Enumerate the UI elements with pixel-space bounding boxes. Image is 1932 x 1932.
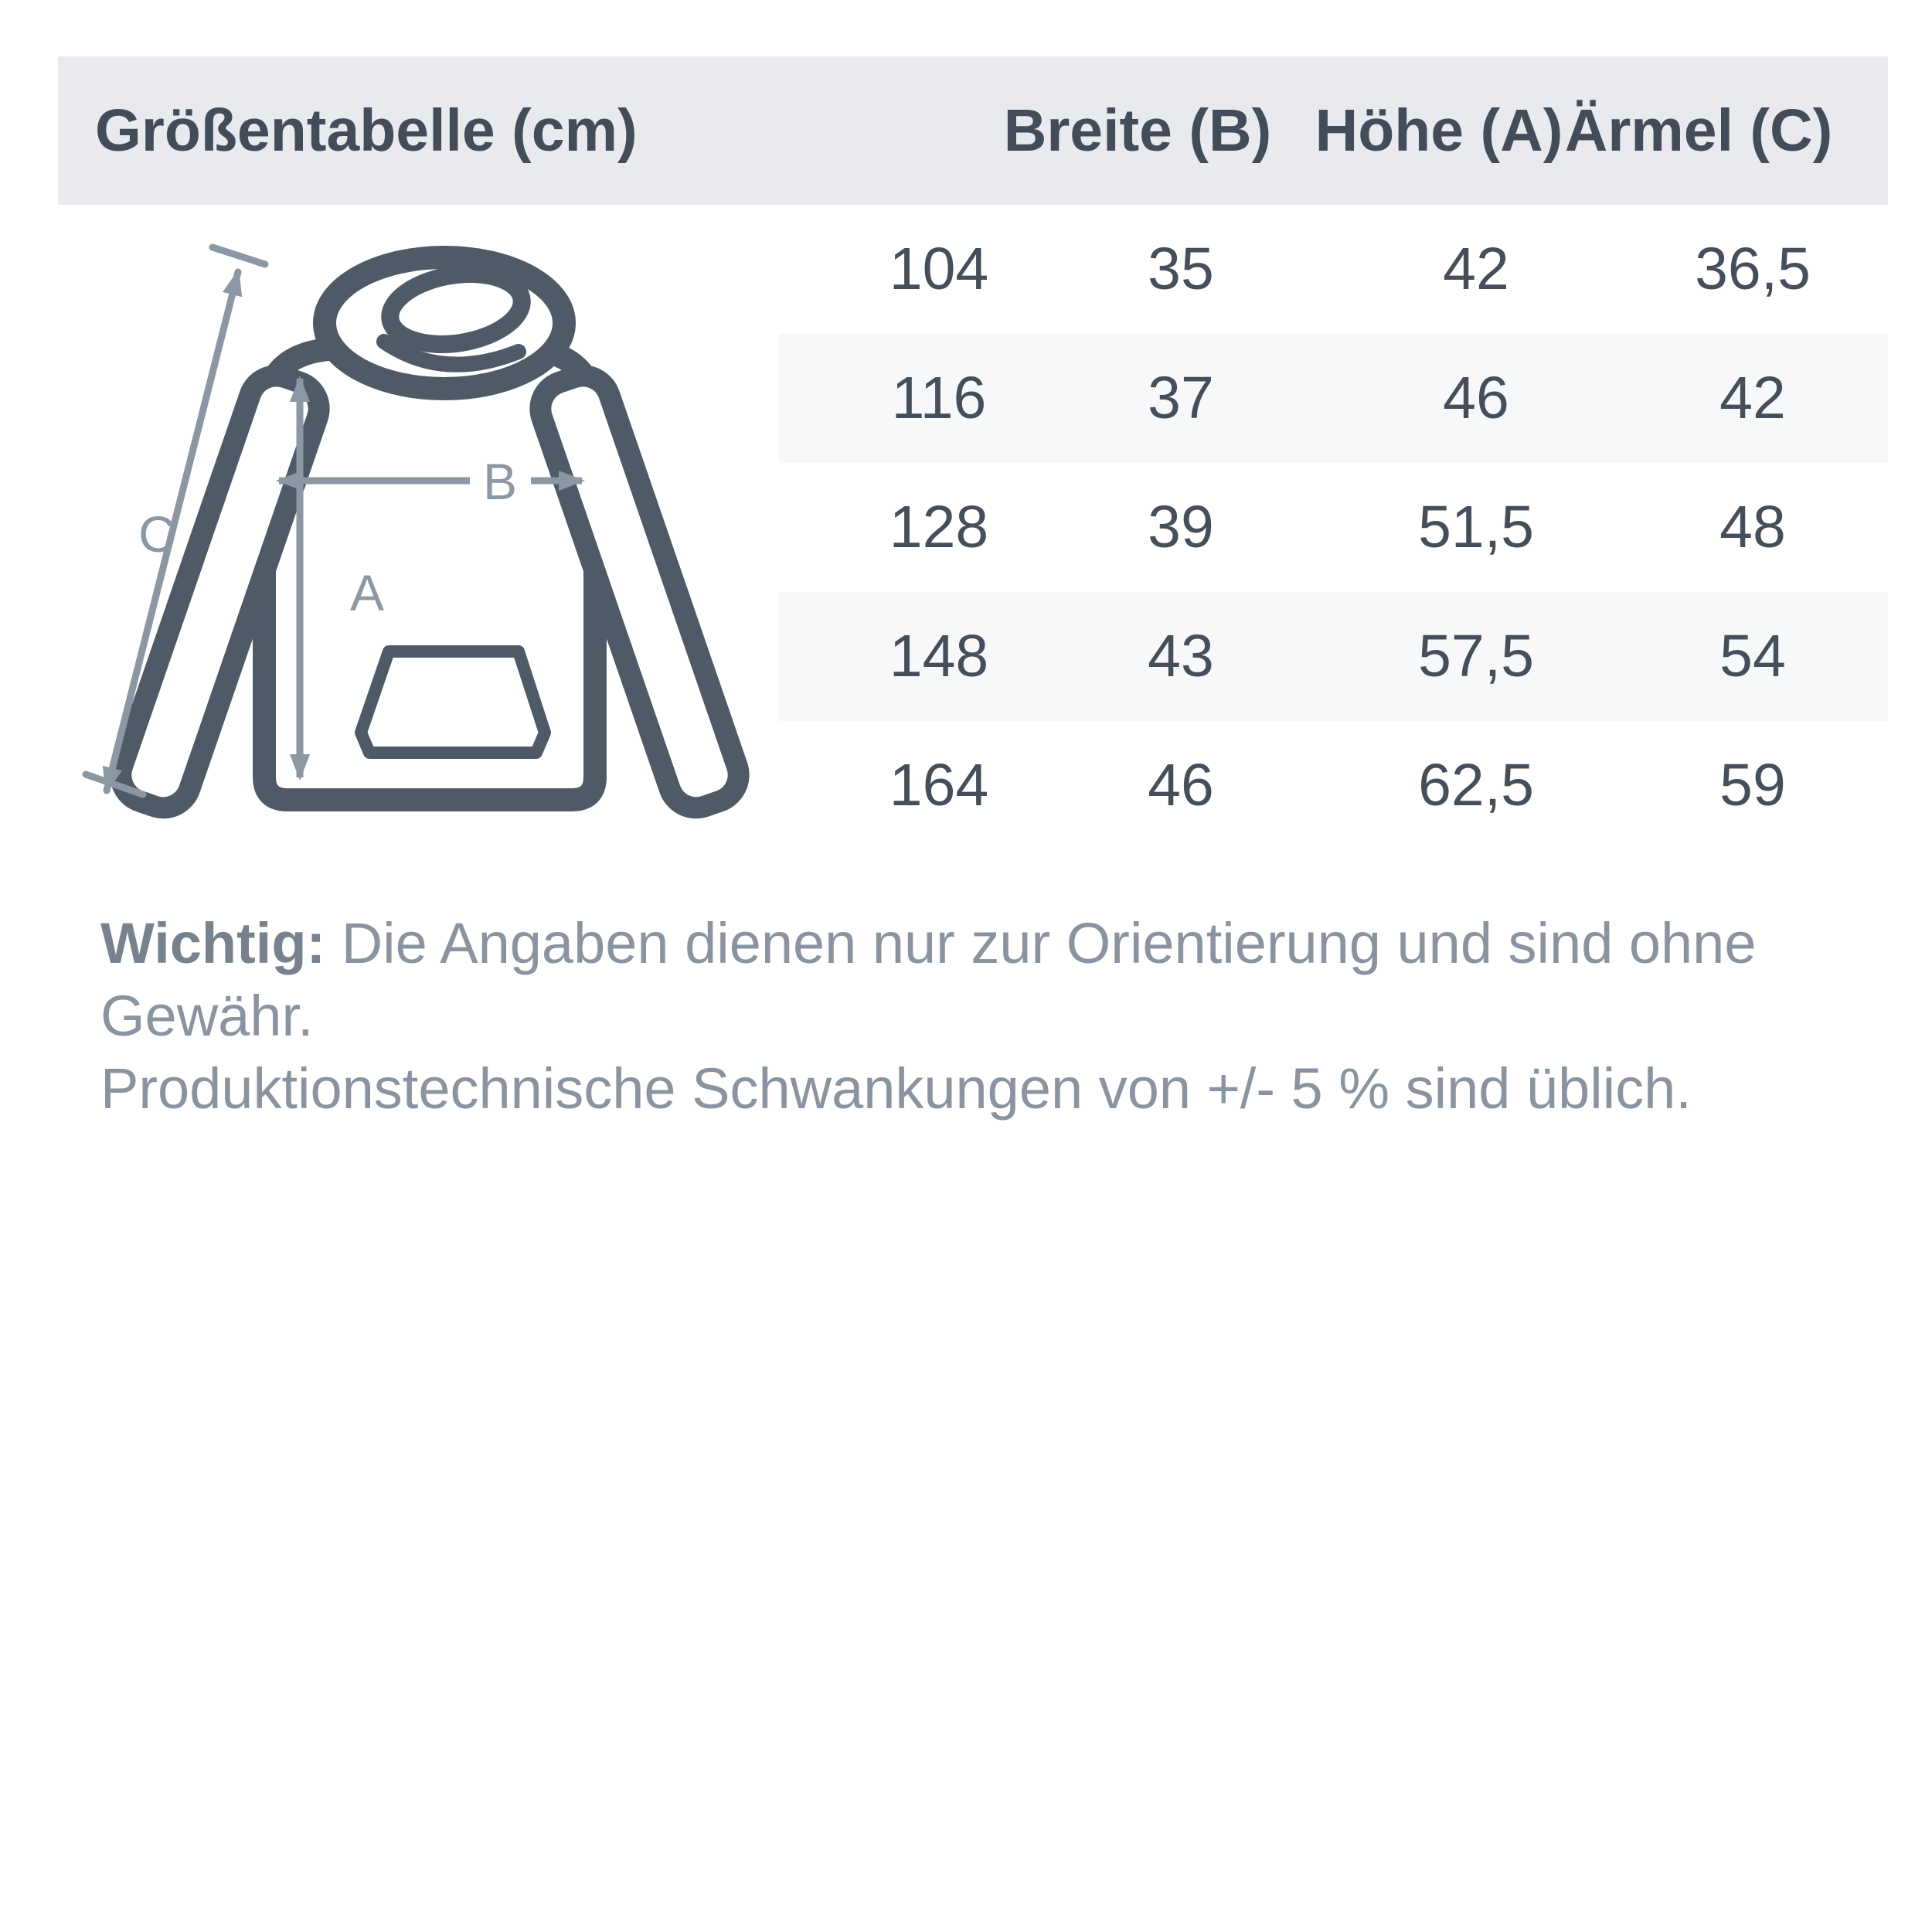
hoodie-hood xyxy=(325,257,564,389)
breite-cell: 46 xyxy=(1148,752,1214,818)
hoehe-cell: 46 xyxy=(1443,365,1509,431)
table-header-bar xyxy=(58,56,1888,205)
table-row xyxy=(779,463,1888,592)
column-header-breite: Breite (B) xyxy=(1003,97,1272,164)
hoehe-cell: 57,5 xyxy=(1418,623,1534,689)
hoehe-cell: 62,5 xyxy=(1418,752,1534,818)
breite-cell: 35 xyxy=(1148,236,1214,302)
table-row xyxy=(779,592,1888,721)
disclaimer-note xyxy=(100,907,1901,1125)
aermel-cell: 42 xyxy=(1719,365,1786,431)
table-row xyxy=(779,334,1888,463)
aermel-cell: 59 xyxy=(1719,752,1786,818)
size-cell: 164 xyxy=(889,752,989,818)
hoodie-pocket xyxy=(361,651,545,753)
size-cell: 104 xyxy=(889,236,989,302)
size-cell: 128 xyxy=(889,494,989,560)
hoodie-measurement-diagram xyxy=(58,224,784,850)
hoehe-cell: 42 xyxy=(1443,236,1509,302)
table-row xyxy=(779,205,1888,334)
disclaimer-important-label: Wichtig: xyxy=(100,911,326,975)
measure-label-a: A xyxy=(349,564,385,621)
disclaimer-line1: Die Angaben dienen nur zur Orientierung und sind ohne Gewähr. xyxy=(100,911,1757,1048)
size-cell: 148 xyxy=(889,623,989,689)
size-cell: 116 xyxy=(891,365,987,431)
table-row xyxy=(779,721,1888,850)
breite-cell: 43 xyxy=(1148,623,1214,689)
aermel-cell: 48 xyxy=(1719,494,1786,560)
page-title: Größentabelle (cm) xyxy=(95,97,638,164)
disclaimer-line2: Produktionstechnische Schwankungen von +/- 5 % sind üblich. xyxy=(100,1056,1692,1121)
breite-cell: 39 xyxy=(1148,494,1214,560)
aermel-cell: 54 xyxy=(1719,623,1786,689)
breite-cell: 37 xyxy=(1148,365,1214,431)
measure-label-b: B xyxy=(482,453,518,510)
hoehe-cell: 51,5 xyxy=(1418,494,1534,560)
measure-label-c: C xyxy=(138,505,175,563)
column-header-hoehe: Höhe (A) xyxy=(1315,97,1563,164)
aermel-cell: 36,5 xyxy=(1695,236,1811,302)
column-header-aermel: Ärmel (C) xyxy=(1564,97,1833,164)
